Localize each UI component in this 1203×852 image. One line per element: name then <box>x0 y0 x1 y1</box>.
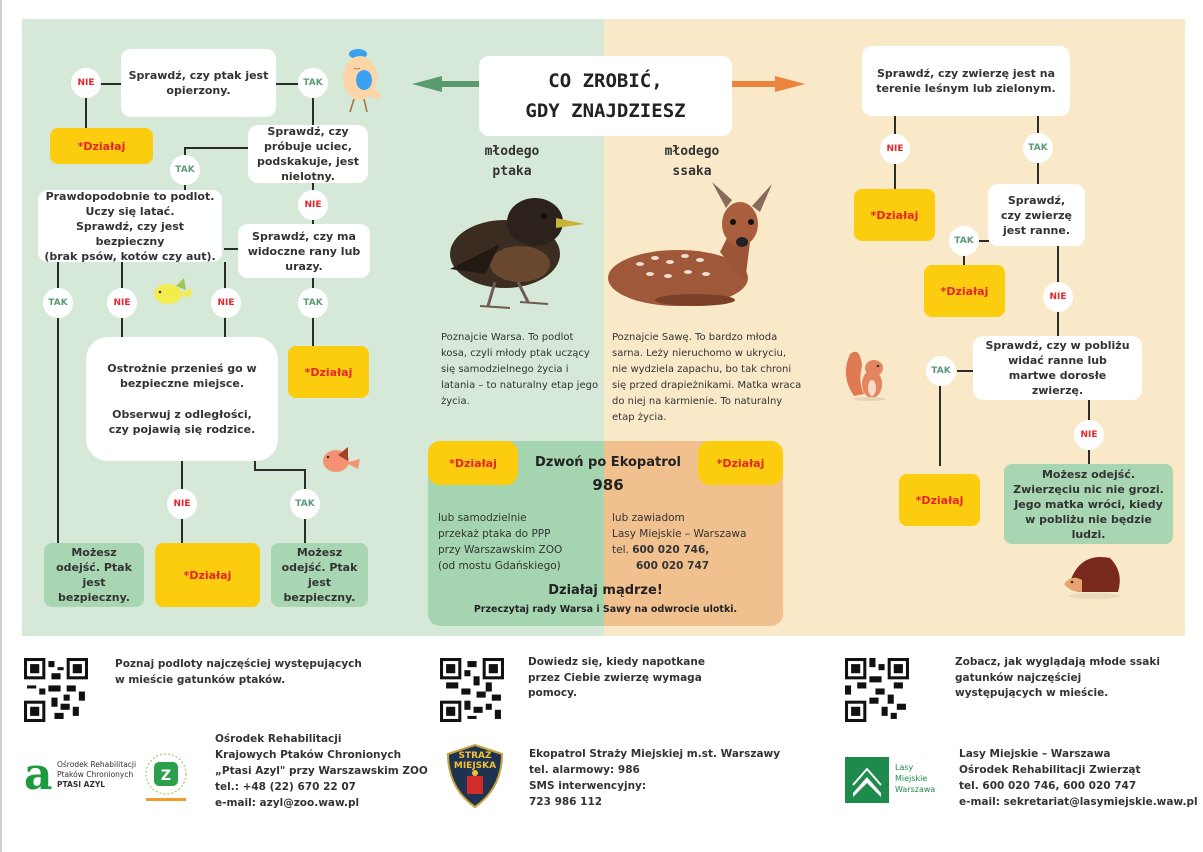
lasy-contact <box>959 746 1198 810</box>
qr-mammals-text: Zobacz, jak wyglądają młode ssaki gatunków najczęściej występujących w mieście. <box>955 656 1160 699</box>
call-left-text <box>438 510 608 574</box>
mammal-description: Poznajcie Sawę. To bardzo młoda sarna. Leży nieruchomo w ukryciu, nie wydziela zapachu, bo tak chroni się przed drapieżnikami. Matka wraca do niej na karmienie. To naturalny etap życia. <box>612 332 802 423</box>
bird-question-escaping: Sprawdź, czy próbuje uciec, podskakuje, jest nielotny. <box>248 125 368 183</box>
call-left-l2: przekaż ptaka do PPP <box>438 528 551 540</box>
lasy-l2: Ośrodek Rehabilitacji Zwierząt <box>959 764 1141 776</box>
straz-logo-text: STRAŻ MIEJSKA <box>453 751 497 771</box>
call-tel-2: 600 020 747 <box>636 560 710 572</box>
mammal-safe-box: Możesz odejść. Zwierzęciu nic nie grozi. Jego matka wróci, kiedy w pobliżu nie będzie ludzi. <box>1004 464 1173 544</box>
ptasi-azyl-logo-text <box>57 760 136 790</box>
fledgling-blackbird-illustration <box>440 184 590 314</box>
azyl-logo-l2: Ptaków Chronionych <box>57 770 134 779</box>
bird-no-badge: NIE <box>298 190 328 220</box>
mammal-yes-badge: TAK <box>1023 133 1053 163</box>
bird-yes-badge: TAK <box>170 155 200 185</box>
bird-fledgling-l3: Sprawdź, czy jest bezpieczny <box>75 219 185 248</box>
mammal-subtitle <box>637 142 747 182</box>
cartoon-bird-icon <box>340 46 388 114</box>
call-number: 986 <box>592 476 624 494</box>
qr-code-mammals[interactable] <box>845 658 909 722</box>
lasy-miejskie-logo-icon <box>845 757 889 803</box>
mammal-question-forest: Sprawdź, czy zwierzę jest na terenie leśnym lub zielonym. <box>862 46 1070 116</box>
title-line-1: CO ZROBIĆ, <box>548 70 663 92</box>
bird-safe-box: Możesz odejść. Ptak jest bezpieczny. <box>271 543 368 607</box>
azyl-email[interactable]: e-mail: azyl@zoo.waw.pl <box>215 797 360 809</box>
call-tel-1: 600 020 746, <box>632 544 710 556</box>
bird-fledgling-l1: Prawdopodobnie to podlot. <box>45 189 215 203</box>
qr-birds-text: Poznaj podloty najczęściej występujących w mieście gatunków ptaków. <box>115 658 362 686</box>
azyl-logo-l3: PTASI AZYL <box>57 780 106 789</box>
bird-act-button[interactable]: *Działaj <box>288 346 369 398</box>
orange-bird-icon <box>320 443 362 475</box>
bird-question-feathered: Sprawdź, czy ptak jest opierzony. <box>121 49 276 117</box>
bird-move-l1: Ostrożnie przenieś go w bezpieczne miejsce. <box>107 362 257 390</box>
azyl-l1: Ośrodek Rehabilitacji <box>215 733 342 745</box>
call-read-note: Przeczytaj rady Warsa i Sawy na odwrocie ulotki. <box>473 604 738 615</box>
qr-code-birds[interactable] <box>24 658 88 722</box>
bird-subtitle-l2: ptaka <box>492 164 532 179</box>
lasy-logo-l1: Lasy <box>895 763 914 772</box>
hedgehog-icon <box>1060 552 1124 600</box>
mammal-act-button[interactable]: *Działaj <box>854 189 935 241</box>
bird-fledgling-l2: Uczy się latać. <box>85 204 175 218</box>
bird-yes-badge: TAK <box>298 288 328 318</box>
lasy-l1: Lasy Miejskie – Warszawa <box>959 748 1111 760</box>
mammal-no-badge: NIE <box>880 134 910 164</box>
bird-safe-box: Możesz odejść. Ptak jest bezpieczny. <box>44 543 144 607</box>
bird-yes-badge: TAK <box>290 489 320 519</box>
mammal-subtitle-l2: ssaka <box>672 164 712 179</box>
fawn-illustration <box>600 182 780 312</box>
call-wise: Działaj mądrze! <box>548 583 663 598</box>
azyl-l2: Krajowych Ptaków Chronionych <box>215 749 402 761</box>
call-tel-prefix: tel. <box>612 544 629 556</box>
call-act-button-left[interactable]: *Działaj <box>428 441 518 485</box>
call-act-button-right[interactable]: *Działaj <box>698 441 783 485</box>
bird-subtitle-l1: młodego <box>484 144 540 159</box>
qr-help-text: Dowiedz się, kiedy napotkane przez Ciebie zwierzę wymaga pomocy. <box>528 656 705 699</box>
bird-fledgling-l4: (brak psów, kotów czy aut). <box>44 249 216 263</box>
lasy-logo-text <box>895 762 935 795</box>
lasy-email[interactable]: e-mail: sekretariat@lasymiejskie.waw.pl <box>959 796 1198 808</box>
straz-alarm-phone: tel. alarmowy: 986 <box>529 764 640 776</box>
bird-move-box <box>86 337 278 461</box>
ptasi-azyl-logo-icon: a <box>24 749 53 800</box>
mammal-act-button[interactable]: *Działaj <box>899 474 980 526</box>
mammal-question-adult: Sprawdź, czy w pobliżu widać ranne lub martwe dorosłe zwierzę. <box>973 336 1142 400</box>
mammal-no-badge: NIE <box>1043 282 1073 312</box>
squirrel-icon <box>840 346 888 402</box>
yellow-bird-icon <box>150 276 194 308</box>
call-left-l3: przy Warszawskim ZOO <box>438 544 563 556</box>
bird-yes-badge: TAK <box>298 68 328 98</box>
zoo-logo-icon <box>142 752 190 802</box>
bird-act-button[interactable]: *Działaj <box>50 128 153 164</box>
bird-no-badge: NIE <box>107 288 137 318</box>
qr-code-help[interactable] <box>440 658 504 722</box>
bird-fledgling-box <box>38 190 222 262</box>
call-heading: Dzwoń po Ekopatrol <box>534 455 682 470</box>
azyl-logo-l1: Ośrodek Rehabilitacji <box>57 760 137 769</box>
bird-no-badge: NIE <box>211 288 241 318</box>
azyl-l3: „Ptasi Azyl" przy Warszawskim ZOO <box>215 765 428 777</box>
call-right-l1: lub zawiadom <box>612 512 685 524</box>
mammal-no-badge: NIE <box>1074 420 1104 450</box>
azyl-phone: tel.: +48 (22) 670 22 07 <box>215 781 356 793</box>
ekopatrol-contact <box>529 746 780 810</box>
straz-sms-number: 723 986 112 <box>529 796 603 808</box>
lasy-logo-l3: Warszawa <box>895 785 936 794</box>
bird-description: Poznajcie Warsa. To podlot kosa, czyli młody ptak uczący się samodzielnego życia i latania – to naturalny etap jego życia. <box>441 332 599 407</box>
bird-question-injuries: Sprawdź, czy ma widoczne rany lub urazy. <box>238 224 370 278</box>
mammal-subtitle-l1: młodego <box>664 144 720 159</box>
mammal-act-button[interactable]: *Działaj <box>924 265 1005 317</box>
call-left-l1: lub samodzielnie <box>438 512 527 524</box>
bird-yes-badge: TAK <box>43 288 73 318</box>
straz-sms-label: SMS interwencyjny: <box>529 780 647 792</box>
bird-move-l2: Obserwuj z odległości, czy pojawią się rodzice. <box>108 408 256 436</box>
straz-l1: Ekopatrol Straży Miejskiej m.st. Warszawy <box>529 748 781 760</box>
svg-text:Z: Z <box>160 768 172 784</box>
mammal-question-injured: Sprawdź, czy zwierzę jest ranne. <box>988 184 1085 246</box>
title-line-2: GDY ZNAJDZIESZ <box>525 100 686 122</box>
bird-subtitle <box>457 142 567 182</box>
lasy-phone: tel. 600 020 746, 600 020 747 <box>959 780 1137 792</box>
call-left-l4: (od mostu Gdańskiego) <box>438 560 561 572</box>
bird-act-button[interactable]: *Działaj <box>155 543 260 607</box>
call-right-text <box>612 510 782 574</box>
ptasi-azyl-contact <box>215 731 428 811</box>
page-title <box>479 56 732 136</box>
bird-no-badge: NIE <box>167 489 197 519</box>
bird-no-badge: NIE <box>71 68 101 98</box>
mammal-yes-badge: TAK <box>949 226 979 256</box>
lasy-logo-l2: Miejskie <box>895 774 928 783</box>
mammal-yes-badge: TAK <box>926 356 956 386</box>
call-right-l2: Lasy Miejskie – Warszawa <box>612 528 747 540</box>
